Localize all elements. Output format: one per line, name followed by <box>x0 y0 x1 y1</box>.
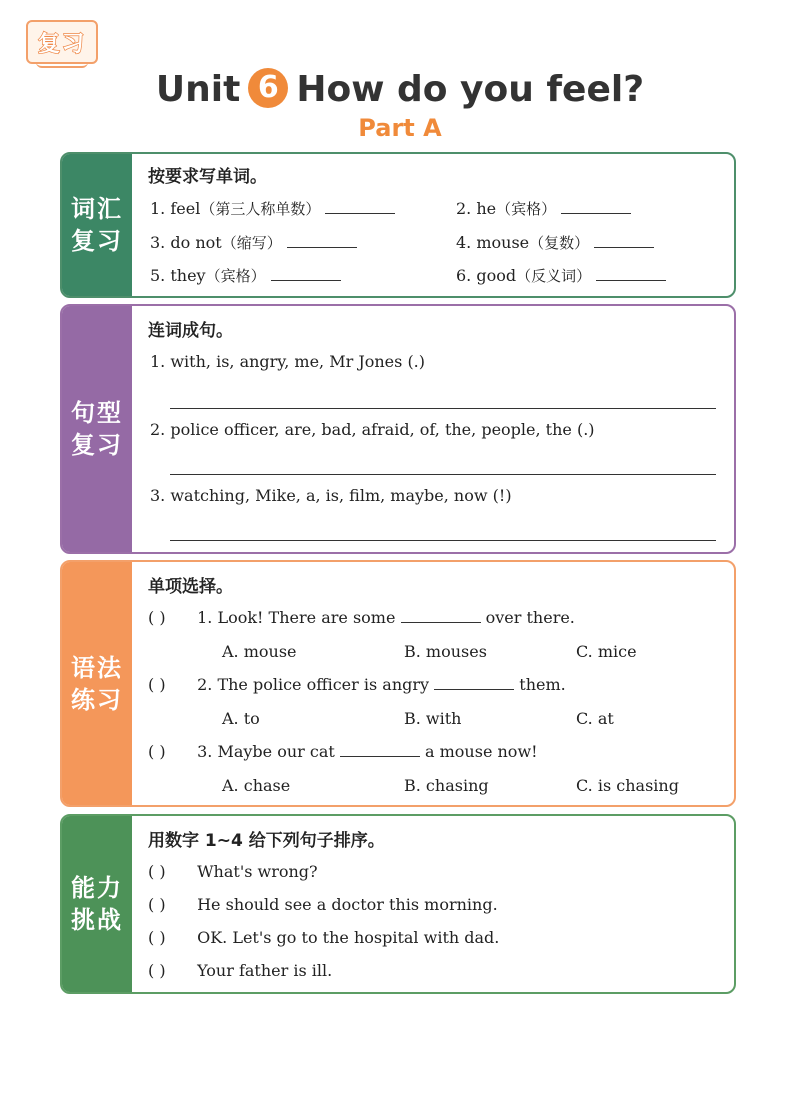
answer-blank[interactable] <box>596 267 666 281</box>
vocab-item-4 <box>456 232 654 253</box>
item-text: 4. mouse <box>456 233 530 252</box>
tab-line-2: 挑战 <box>71 906 123 934</box>
order-item-4 <box>148 961 332 980</box>
item-hint: （复数） <box>529 234 590 252</box>
order-item-text: OK. Let's go to the hospital with dad. <box>197 928 500 947</box>
review-badge-label: 复习 <box>37 31 86 57</box>
instruction: 按要求写单词。 <box>148 167 267 187</box>
section-content <box>148 562 724 805</box>
title-prefix: Unit <box>155 69 241 110</box>
question-text-end: them. <box>519 675 566 694</box>
item-text: 5. they <box>150 266 206 285</box>
item-text: 6. good <box>456 266 517 285</box>
answer-paren[interactable]: ( ) <box>148 895 166 914</box>
question-text: 1. Look! There are some <box>197 608 396 627</box>
section-tab-label <box>69 652 125 716</box>
sentence-prompt-3: 3. watching, Mike, a, is, film, maybe, now (!) <box>150 486 512 505</box>
item-text: 1. feel <box>150 199 201 218</box>
order-item-2 <box>148 895 498 914</box>
question-text-end: over there. <box>485 608 575 627</box>
option-a[interactable]: A. chase <box>222 776 291 795</box>
order-item-3 <box>148 928 499 947</box>
sentence-prompt-1: 1. with, is, angry, me, Mr Jones (.) <box>150 352 426 371</box>
tab-line-1: 句型 <box>71 399 123 427</box>
answer-line[interactable] <box>170 540 716 541</box>
question-3 <box>148 742 538 761</box>
question-2 <box>148 675 566 694</box>
tab-line-2: 复习 <box>71 227 123 255</box>
order-item-text: What's wrong? <box>197 862 318 881</box>
tab-line-1: 词汇 <box>71 195 123 223</box>
answer-paren[interactable]: ( ) <box>148 862 166 881</box>
answer-blank[interactable] <box>594 234 654 248</box>
section-tab <box>62 306 132 552</box>
vocab-item-5 <box>150 265 341 286</box>
vocab-item-6 <box>456 265 666 286</box>
item-hint: （反义词） <box>516 267 592 285</box>
answer-paren[interactable]: ( ) <box>148 675 166 694</box>
instruction: 用数字 1~4 给下列句子排序。 <box>148 831 385 851</box>
sentence-prompt-2: 2. police officer, are, bad, afraid, of, the, people, the (.) <box>150 420 595 439</box>
option-c[interactable]: C. mice <box>576 642 637 661</box>
vocab-item-3 <box>150 232 357 253</box>
section-tab <box>62 154 132 296</box>
answer-blank[interactable] <box>561 200 631 214</box>
tab-line-2: 复习 <box>71 431 123 459</box>
instruction: 单项选择。 <box>148 577 233 597</box>
option-c[interactable]: C. is chasing <box>576 776 679 795</box>
item-hint: （宾格） <box>205 267 266 285</box>
option-b[interactable]: B. chasing <box>404 776 489 795</box>
answer-line[interactable] <box>170 408 716 409</box>
item-hint: （缩写） <box>221 234 282 252</box>
review-badge <box>26 20 98 64</box>
vocab-item-1 <box>150 198 395 219</box>
order-item-text: He should see a doctor this morning. <box>197 895 498 914</box>
item-hint: （宾格） <box>496 200 557 218</box>
order-item-text: Your father is ill. <box>197 961 333 980</box>
tab-line-2: 练习 <box>71 685 123 714</box>
instruction: 连词成句。 <box>148 321 233 341</box>
item-text: 2. he <box>456 199 497 218</box>
section-grammar <box>60 560 736 807</box>
section-tab-label <box>69 193 125 257</box>
option-b[interactable]: B. mouses <box>404 642 487 661</box>
section-vocabulary <box>60 152 736 298</box>
question-text: 3. Maybe our cat <box>197 742 335 761</box>
tab-line-1: 语法 <box>71 653 123 682</box>
answer-blank <box>434 676 514 690</box>
answer-blank <box>401 609 481 623</box>
section-content <box>148 306 724 552</box>
item-hint: （第三人称单数） <box>200 200 321 218</box>
unit-number-badge: 6 <box>248 68 288 108</box>
item-text: 3. do not <box>150 233 222 252</box>
option-a[interactable]: A. to <box>222 709 260 728</box>
section-content <box>148 154 724 296</box>
option-a[interactable]: A. mouse <box>222 642 297 661</box>
question-text: 2. The police officer is angry <box>197 675 430 694</box>
answer-paren[interactable]: ( ) <box>148 608 166 627</box>
section-tab <box>62 562 132 805</box>
answer-paren[interactable]: ( ) <box>148 961 166 980</box>
answer-line[interactable] <box>170 474 716 475</box>
title-suffix: How do you feel? <box>296 69 645 110</box>
section-tab-label <box>69 872 125 936</box>
vocab-item-2 <box>456 198 631 219</box>
question-text-end: a mouse now! <box>425 742 538 761</box>
option-c[interactable]: C. at <box>576 709 614 728</box>
answer-paren[interactable]: ( ) <box>148 928 166 947</box>
section-challenge <box>60 814 736 994</box>
answer-paren[interactable]: ( ) <box>148 742 166 761</box>
option-b[interactable]: B. with <box>404 709 462 728</box>
order-item-1 <box>148 862 318 881</box>
answer-blank[interactable] <box>271 267 341 281</box>
answer-blank[interactable] <box>325 200 395 214</box>
section-content <box>148 816 724 992</box>
question-1 <box>148 608 575 627</box>
section-sentence-patterns <box>60 304 736 554</box>
answer-blank[interactable] <box>287 234 357 248</box>
section-tab <box>62 816 132 992</box>
answer-blank <box>340 743 420 757</box>
page-title <box>0 68 800 110</box>
page-subtitle: Part A <box>358 114 442 142</box>
section-tab-label <box>69 397 125 461</box>
tab-line-1: 能力 <box>71 874 123 902</box>
